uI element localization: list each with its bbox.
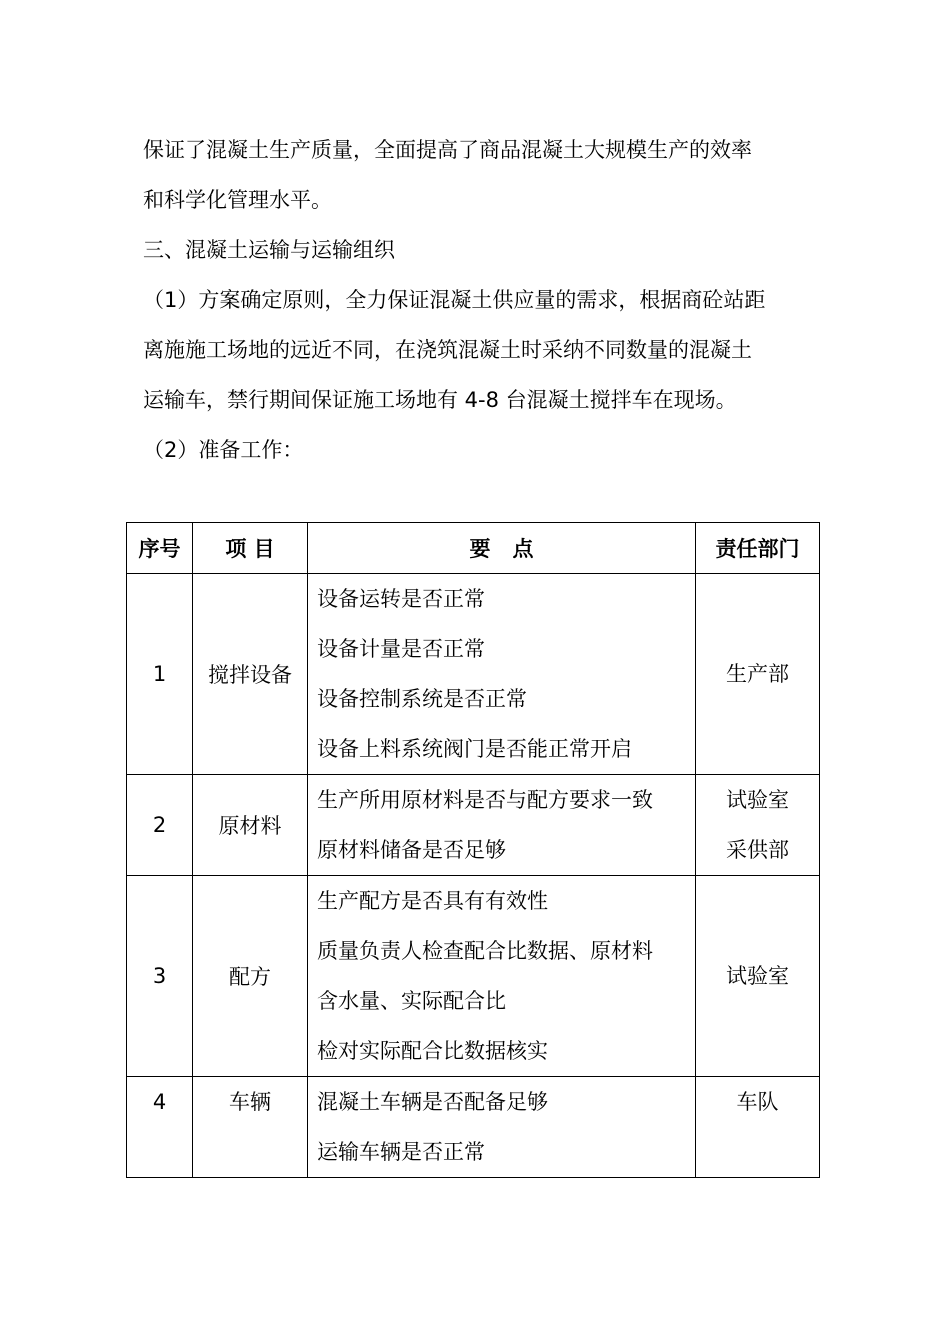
header-no: 序号 xyxy=(127,523,193,574)
body-paragraph-line: 离施施工场地的远近不同，在浇筑混凝土时采纳不同数量的混凝土 xyxy=(143,338,752,362)
point-line: 运输车辆是否正常 xyxy=(317,1140,485,1164)
cell-item: 原材料 xyxy=(193,775,308,876)
subsection-label: （2）准备工作： xyxy=(143,438,304,462)
point-line: 生产配方是否具有有效性 xyxy=(317,889,548,913)
point-line: 设备计量是否正常 xyxy=(317,637,485,661)
section-heading: 三、混凝土运输与运输组织 xyxy=(143,238,395,262)
cell-no: 3 xyxy=(127,876,193,1077)
preparation-table xyxy=(126,522,820,1178)
point-line: 含水量、实际配合比 xyxy=(317,989,506,1013)
body-paragraph-line: （1）方案确定原则，全力保证混凝土供应量的需求，根据商砼站距 xyxy=(143,288,766,312)
cell-item: 配方 xyxy=(193,876,308,1077)
point-line: 混凝土车辆是否配备足够 xyxy=(317,1090,548,1114)
point-line: 设备运转是否正常 xyxy=(317,587,485,611)
table-row xyxy=(127,574,820,775)
dept-line: 采供部 xyxy=(726,838,789,862)
cell-item xyxy=(193,1077,308,1178)
point-line: 设备上料系统阀门是否能正常开启 xyxy=(317,737,632,761)
cell-no xyxy=(127,1077,193,1178)
cell-item: 搅拌设备 xyxy=(193,574,308,775)
point-line: 生产所用原材料是否与配方要求一致 xyxy=(317,788,653,812)
table-row xyxy=(127,876,820,1077)
dept-line: 生产部 xyxy=(726,662,789,686)
table-row xyxy=(127,1077,820,1178)
point-line: 设备控制系统是否正常 xyxy=(317,687,527,711)
body-paragraph-line: 保证了混凝土生产质量，全面提高了商品混凝土大规模生产的效率 xyxy=(143,138,752,162)
dept-line: 试验室 xyxy=(726,788,789,812)
table-row xyxy=(127,775,820,876)
cell-dept xyxy=(696,876,820,1077)
dept-line: 车队 xyxy=(736,1090,779,1114)
body-paragraph-line: 运输车，禁行期间保证施工场地有 4-8 台混凝土搅拌车在现场。 xyxy=(143,388,737,412)
header-item: 项 目 xyxy=(193,523,308,574)
cell-no-text: 4 xyxy=(152,1090,167,1114)
body-paragraph-line: 和科学化管理水平。 xyxy=(143,188,332,212)
cell-item-text: 车辆 xyxy=(229,1090,271,1114)
header-points: 要 点 xyxy=(308,523,696,574)
header-dept: 责任部门 xyxy=(696,523,820,574)
cell-dept xyxy=(696,1077,820,1178)
point-line: 检对实际配合比数据核实 xyxy=(317,1039,548,1063)
cell-dept xyxy=(696,574,820,775)
dept-line: 试验室 xyxy=(726,964,789,988)
cell-points xyxy=(308,1077,696,1178)
table-header-row xyxy=(127,523,820,574)
cell-dept xyxy=(696,775,820,876)
cell-no: 1 xyxy=(127,574,193,775)
cell-points xyxy=(308,876,696,1077)
cell-points xyxy=(308,574,696,775)
point-line: 原材料储备是否足够 xyxy=(317,838,506,862)
cell-points xyxy=(308,775,696,876)
cell-no: 2 xyxy=(127,775,193,876)
point-line: 质量负责人检查配合比数据、原材料 xyxy=(317,939,653,963)
